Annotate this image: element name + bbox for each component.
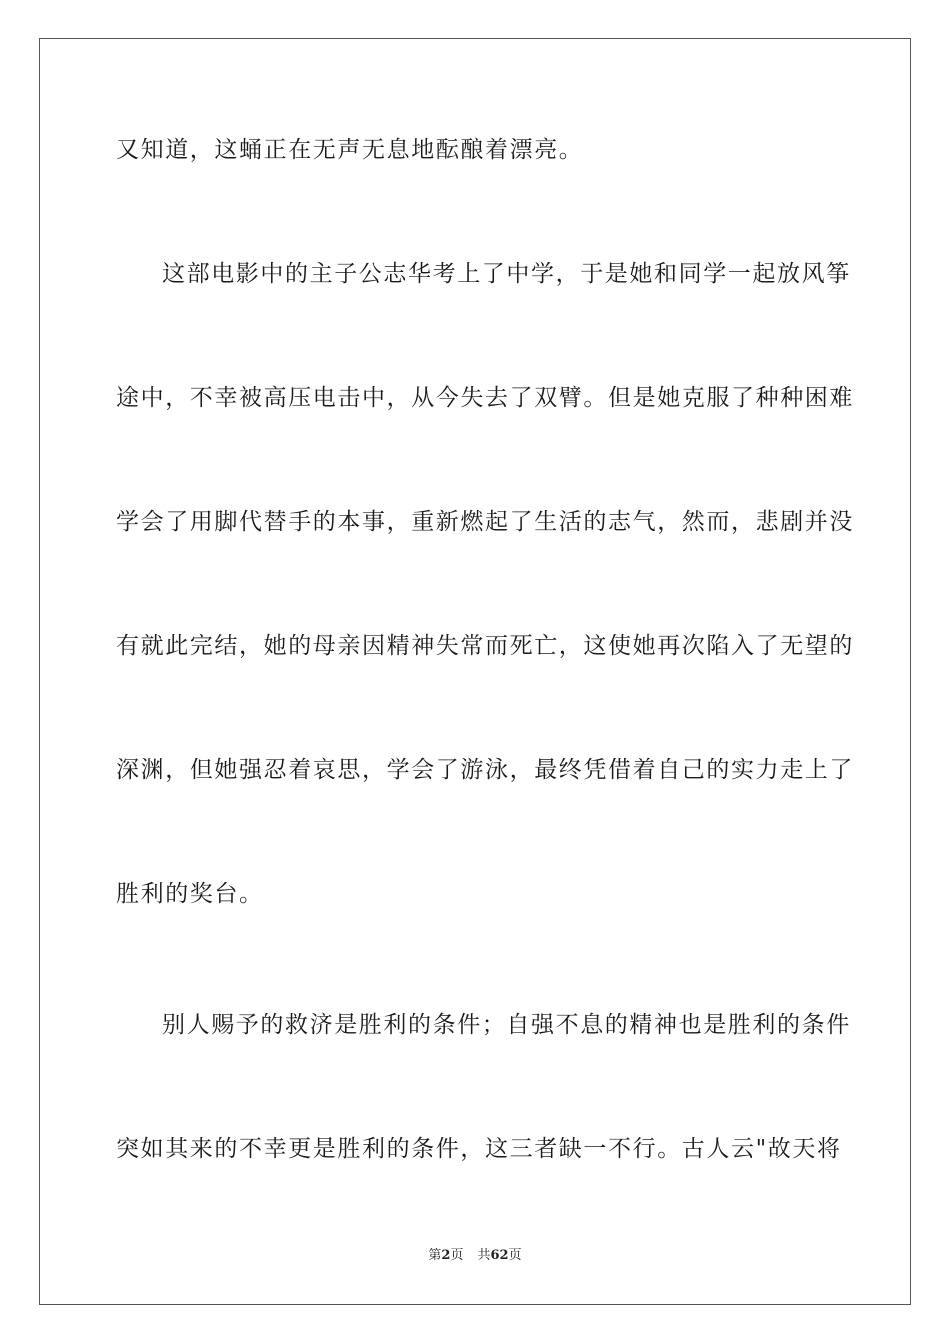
- text-line-3: 途中，不幸被高压电击中，从今失去了双臂。但是她克服了种种困难: [116, 385, 854, 411]
- text-line-2: 这部电影中的主子公志华考上了中学，于是她和同学一起放风筝: [162, 261, 851, 287]
- page-frame: [39, 38, 911, 1305]
- total-prefix: 共: [477, 1248, 491, 1263]
- text-line-6: 深渊，但她强忍着哀思，学会了游泳，最终凭借着自己的实力走上了: [116, 757, 854, 783]
- text-line-5: 有就此完结，她的母亲因精神失常而死亡，这使她再次陷入了无望的: [116, 633, 854, 659]
- text-line-8: 别人赐予的救济是胜利的条件；自强不息的精神也是胜利的条件: [162, 1012, 851, 1038]
- text-line-4: 学会了用脚代替手的本事，重新燃起了生活的志气，然而，悲剧并没: [116, 509, 854, 535]
- page-prefix: 第: [428, 1248, 442, 1263]
- text-line-1: 又知道，这蛹正在无声无息地酝酿着漂亮。: [116, 137, 584, 163]
- page-footer: [0, 1247, 950, 1265]
- total-suffix: 页: [508, 1248, 522, 1263]
- page-suffix: 页: [450, 1248, 464, 1263]
- total-pages: 62: [490, 1248, 509, 1263]
- page-number: 2: [441, 1248, 451, 1263]
- text-line-9: 突如其来的不幸更是胜利的条件，这三者缺一不行。古人云"故天将: [116, 1136, 842, 1162]
- text-line-7: 胜利的奖台。: [116, 881, 264, 907]
